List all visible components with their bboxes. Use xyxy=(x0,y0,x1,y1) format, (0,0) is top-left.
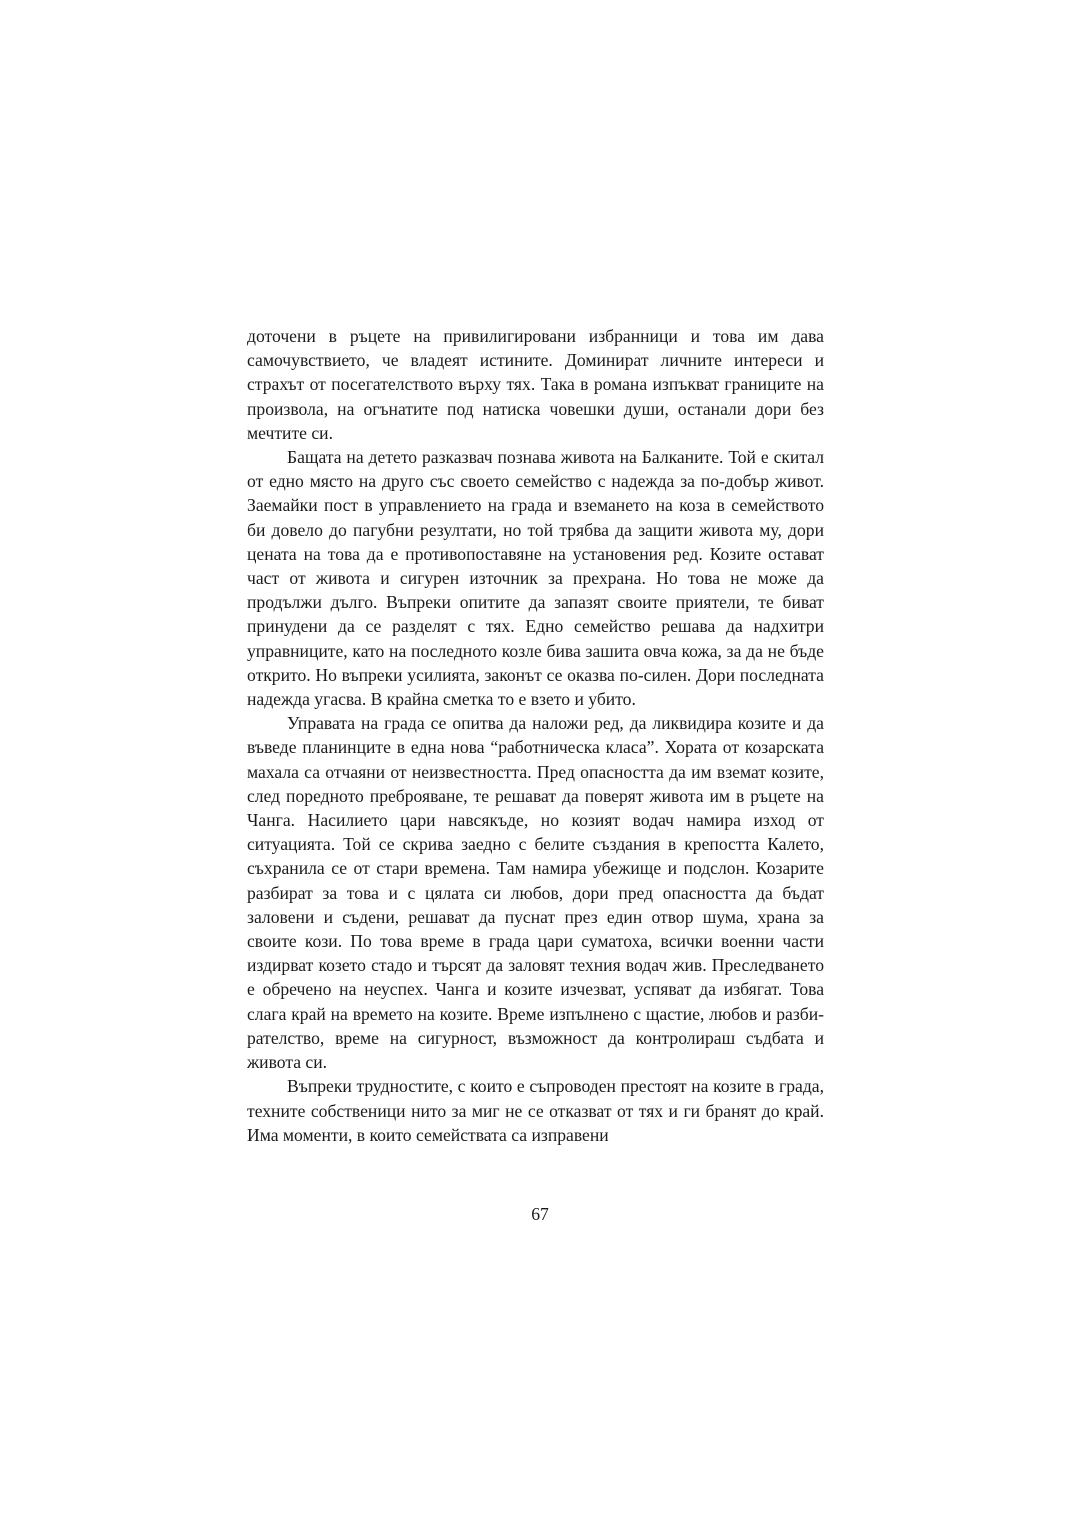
page-number: 67 xyxy=(531,1204,549,1224)
paragraph-2: Бащата на детето разказвач познава живота на Балканите. Той е скитал от едно място на друго със своето семейство с надежда за по-добър живот. Заемайки пост в управлението на града и вземането на коза в семейството би довело до пагубни резултати, но той трябва да защити живота му, дори цената на това да е противопоставяне на установения ред. Козите остават част от живота и сигурен източник за прехрана. Но това не може да продължи дълго. Въпреки опитите да запазят своите приятели, те биват принудени да се разделят с тях. Едно семейство решава да надхитри управниците, като на последното козле бива зашита овча кожа, за да не бъде открито. Но въпреки усилията, законът се оказва по-силен. Дори последната надежда угасва. В крайна сметка то е взето и убито. xyxy=(247,447,824,710)
paragraph-1: доточени в ръцете на привилигировани избранници и това им дава самочувствието, че владеят истините. Доминират личните интереси и страхът от посегателството върху тях. Така в романа изпъкват границите на произвола, на огънатите под натиска човешки души, останали дори без мечтите си. xyxy=(247,326,824,443)
paragraph-3: Управата на града се опитва да наложи ред, да ликвидира козите и да въведе планинците в една нова “работническа класа”. Хората от козарската махала са отчаяни от неизвестността. Пред опасността да им вземат козите, след поредното преброяване, те решават да поверят живота им в ръцете на Чанга. Насилието цари навсякъде, но козият водач намира изход от ситуацията. Той се скрива заедно с белите създания в крепостта Калето, съхранила се от стари времена. Там намира убежище и подслон. Козарите разбират за това и с цялата си любов, дори пред опасността да бъдат заловени и съдени, решават да пуснат през един отвор шума, храна за своите кози. По това време в града цари суматоха, всички военни части издирват козето стадо и търсят да заловят техния водач жив. Преследването е обречено на неуспех. Чанга и козите изчезват, успяват да избягат. Това слага край на времето на козите. Време изпълнено с щастие, любов и разбирателство, време на сигурност, възможност да контролираш съдбата и живота си. xyxy=(247,713,824,1073)
paragraph-4: Въпреки трудностите, с които е съпроводен престоят на козите в града, техните собственици нито за миг не се отказват от тях и ги бранят до край. Има моменти, в които семействата са изправени xyxy=(247,1076,824,1145)
body-text xyxy=(247,324,824,1147)
